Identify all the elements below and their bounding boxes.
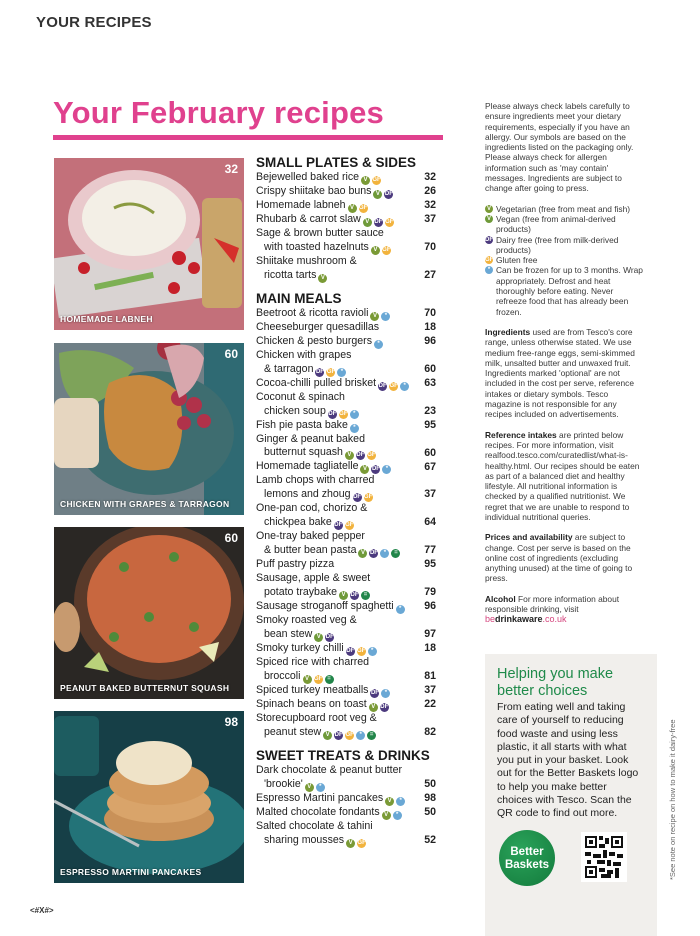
recipe-entry[interactable] bbox=[256, 391, 448, 419]
page-number: 37 bbox=[424, 488, 436, 501]
vegan-icon: V bbox=[373, 190, 382, 199]
page-number: 97 bbox=[424, 627, 436, 640]
dairy-free-icon: DF bbox=[370, 689, 379, 696]
gluten-free-icon: GF bbox=[313, 675, 323, 682]
recipe-name-cont: & tarragon bbox=[264, 362, 314, 375]
page-number: 95 bbox=[424, 418, 436, 431]
recipe-name: Fish pie pasta bake bbox=[256, 418, 348, 431]
recipe-index bbox=[256, 154, 448, 848]
section-heading-small-plates: SMALL PLATES & SIDES bbox=[256, 155, 417, 170]
page-number: 50 bbox=[424, 777, 436, 790]
legend-dairy-free: DF Dairy free (free from milk-derived products) bbox=[485, 234, 619, 255]
page-number: 37 bbox=[424, 213, 436, 226]
reference-intakes-note: Reference intakes are printed below recipes. For more information, visit realfood.tesco.com/curatedlist/what-is-healthy.html. Our recipes should be eaten as part of a balanced diet and healthy lifestyle. All nutritional information is checked by a qualified nutritionist. We regret that we are unable to respond to individual nutritional queries. bbox=[485, 429, 640, 522]
healthy-icon: = bbox=[325, 675, 334, 684]
recipe-entry[interactable] bbox=[256, 321, 448, 335]
recipe-name: Spinach beans on toast bbox=[256, 697, 367, 710]
page-number: 70 bbox=[424, 241, 436, 253]
dairy-free-icon: DF bbox=[374, 219, 383, 225]
vegetarian-icon: V bbox=[382, 811, 391, 820]
dairy-free-icon: DF bbox=[378, 382, 387, 389]
recipe-entry[interactable] bbox=[256, 460, 448, 474]
recipe-entry[interactable] bbox=[256, 712, 448, 740]
recipe-entry[interactable] bbox=[256, 433, 448, 461]
section-label: YOUR RECIPES bbox=[36, 14, 152, 31]
photo-caption: CHICKEN WITH GRAPES & TARRAGON bbox=[60, 499, 230, 509]
freezable-icon: * bbox=[381, 312, 390, 321]
labneh-image bbox=[54, 158, 244, 330]
recipe-entry[interactable] bbox=[256, 572, 448, 600]
freezable-icon: * bbox=[396, 605, 405, 614]
alcohol-note: Alcohol For more information about responsible drinking, visit bedrinkaware.co.uk bbox=[485, 593, 620, 625]
healthy-icon: = bbox=[361, 591, 370, 600]
dairy-free-icon: DF bbox=[485, 236, 493, 243]
freezable-icon: * bbox=[374, 340, 383, 349]
vegan-icon: V bbox=[339, 591, 348, 600]
title-underline bbox=[53, 135, 443, 140]
recipe-name: Salted chocolate & tahini bbox=[256, 819, 373, 832]
recipe-name: Rhubarb & carrot slaw bbox=[256, 213, 361, 225]
vegan-icon: V bbox=[323, 731, 332, 740]
recipe-entry[interactable] bbox=[256, 227, 448, 255]
recipe-name: Smoky turkey chilli bbox=[256, 641, 344, 654]
freezable-icon: * bbox=[393, 811, 402, 820]
photo-page-number: 60 bbox=[224, 347, 238, 361]
vegan-icon: V bbox=[363, 218, 372, 227]
recipe-name-cont: & butter bean pasta bbox=[264, 544, 357, 557]
freezable-icon: * bbox=[350, 410, 359, 419]
page-number: 81 bbox=[424, 669, 436, 682]
page-number: 64 bbox=[424, 516, 436, 529]
recipe-entry[interactable] bbox=[256, 377, 448, 391]
page-number: 67 bbox=[424, 460, 436, 473]
photo-homemade-labneh[interactable] bbox=[54, 158, 244, 330]
gluten-free-icon: GF bbox=[357, 839, 366, 846]
photo-caption: ESPRESSO MARTINI PANCAKES bbox=[60, 867, 202, 877]
gluten-free-icon: GF bbox=[389, 382, 398, 389]
freezable-icon: * bbox=[400, 382, 409, 391]
page-number: 79 bbox=[424, 586, 436, 599]
recipe-name: Shiitake mushroom & bbox=[256, 254, 357, 267]
recipe-name: Sausage stroganoff spaghetti bbox=[256, 599, 394, 612]
dairy-free-icon: DF bbox=[380, 703, 389, 710]
recipe-name-cont: with toasted hazelnuts bbox=[264, 240, 369, 253]
vegetarian-icon: V bbox=[369, 703, 378, 712]
vegetarian-icon: V bbox=[370, 312, 379, 321]
page-marker: <#X#> bbox=[30, 906, 54, 915]
freezable-icon: * bbox=[350, 424, 359, 433]
promo-body: From eating well and taking care of yourself to reducing food waste and using less plastic, it all starts with what you put in your basket. Look out for the Better Baskets logo to help you make better choices with Tesco. Scan the QR code to find out more. bbox=[497, 701, 639, 820]
page-number: 26 bbox=[424, 185, 436, 198]
page-number: 32 bbox=[424, 171, 436, 184]
dairy-free-icon: DF bbox=[371, 466, 380, 473]
page-number: 37 bbox=[424, 683, 436, 696]
promo-heading: Helping you make better choices bbox=[497, 666, 614, 699]
freezable-icon: * bbox=[381, 689, 390, 698]
legend-gluten-free: GF Gluten free bbox=[485, 255, 538, 266]
photo-chicken-grapes-tarragon[interactable] bbox=[54, 343, 244, 515]
recipe-entry[interactable] bbox=[256, 792, 448, 806]
legend-vegetarian: V Vegetarian (free from meat and fish) bbox=[486, 203, 631, 214]
recipe-name: Lamb chops with charred bbox=[256, 474, 375, 487]
page-number: 95 bbox=[424, 558, 436, 571]
dietary-info-column bbox=[485, 101, 645, 635]
recipe-name: Dark chocolate & peanut butter bbox=[256, 763, 403, 776]
recipe-entry[interactable] bbox=[256, 349, 448, 377]
gluten-free-icon: GF bbox=[345, 731, 354, 738]
photo-espresso-martini-pancakes[interactable] bbox=[54, 711, 244, 883]
recipe-name: Homemade tagliatelle bbox=[256, 460, 359, 473]
recipe-name: Beetroot & ricotta ravioli bbox=[256, 306, 369, 319]
legend-freezable: * Can be frozen for up to 3 months. Wrap appropriately. Defrost and heat thoroughly before eating. Never refreeze food that has already been frozen. bbox=[485, 265, 645, 316]
gluten-free-icon: GF bbox=[385, 219, 394, 225]
recipe-name-cont: ricotta tarts bbox=[264, 268, 317, 281]
recipe-entry[interactable] bbox=[256, 530, 448, 558]
page-number: 22 bbox=[424, 697, 436, 710]
recipe-name: Chicken with grapes bbox=[256, 348, 352, 361]
recipe-entry[interactable] bbox=[256, 213, 448, 227]
dairy-free-icon: DF bbox=[334, 522, 343, 529]
vegan-icon: V bbox=[314, 633, 323, 642]
recipe-name: Chicken & pesto burgers bbox=[256, 334, 373, 347]
better-baskets-logo: Better Baskets bbox=[499, 830, 555, 886]
gluten-free-icon: GF bbox=[382, 246, 391, 253]
vegetarian-icon: V bbox=[318, 274, 327, 283]
gluten-free-icon: GF bbox=[358, 205, 368, 211]
recipe-name: One-pan cod, chorizo & bbox=[256, 502, 368, 515]
vegetarian-icon: V bbox=[346, 839, 355, 848]
recipe-entry[interactable] bbox=[256, 307, 448, 321]
page-number: 63 bbox=[424, 376, 436, 389]
recipe-entry[interactable] bbox=[256, 600, 448, 614]
photo-caption: HOMEMADE LABNEH bbox=[60, 314, 153, 324]
page-number: 32 bbox=[424, 199, 436, 212]
page-number: 18 bbox=[424, 320, 436, 333]
symbol-legend bbox=[485, 204, 645, 317]
dairy-free-icon: DF bbox=[384, 191, 393, 197]
page-number: 60 bbox=[424, 446, 436, 459]
better-baskets-promo bbox=[485, 654, 657, 936]
chicken-image bbox=[54, 343, 244, 515]
gluten-free-icon: GF bbox=[345, 522, 354, 529]
gluten-free-icon: GF bbox=[326, 368, 336, 375]
photo-page-number: 32 bbox=[224, 162, 238, 176]
vegetarian-icon: V bbox=[345, 451, 354, 460]
recipe-name-cont: chickpea bake bbox=[264, 516, 332, 529]
vegan-icon: V bbox=[358, 549, 367, 558]
gluten-free-icon: GF bbox=[363, 494, 373, 501]
recipe-name: Homemade labneh bbox=[256, 199, 346, 211]
page-number: 96 bbox=[424, 334, 436, 347]
freezable-icon: * bbox=[316, 783, 325, 792]
recipe-name: Sage & brown butter sauce bbox=[256, 227, 384, 239]
vegetarian-icon: V bbox=[348, 204, 357, 213]
page-number: 50 bbox=[424, 805, 436, 818]
dairy-free-icon: DF bbox=[356, 452, 365, 459]
recipe-entry[interactable] bbox=[256, 698, 448, 712]
recipe-entry[interactable] bbox=[256, 820, 448, 848]
gluten-free-icon: GF bbox=[485, 257, 494, 264]
section-heading-sweet-treats: SWEET TREATS & DRINKS bbox=[256, 747, 430, 763]
dairy-free-icon: DF bbox=[315, 368, 324, 375]
ingredients-note: Ingredients used are from Tesco's core range, unless otherwise stated. We use medium free-range eggs, semi-skimmed milk, unsalted butter and unwaxed fruit. Ingredients marked 'optional' are not included in the cost per serve, reference intakes or dietary symbols. Tesco magazine is not responsible for any recipes included on advertisements. bbox=[485, 326, 635, 420]
recipe-entry[interactable] bbox=[256, 614, 448, 642]
recipe-name: Crispy shiitake bao buns bbox=[256, 185, 372, 197]
vegetarian-icon: V bbox=[360, 465, 369, 474]
dairy-free-footnote: *See note on recipe on how to make it dairy-free bbox=[668, 719, 677, 880]
pancakes-image bbox=[54, 711, 244, 883]
recipe-name-cont: broccoli bbox=[264, 669, 301, 682]
page-number: 23 bbox=[424, 404, 436, 417]
page-number: 98 bbox=[424, 791, 436, 804]
recipe-name: Malted chocolate fondants bbox=[256, 805, 380, 818]
page-number: 27 bbox=[424, 268, 436, 281]
recipe-name-cont: bean stew bbox=[264, 627, 313, 640]
recipe-entry[interactable] bbox=[256, 502, 448, 530]
photo-caption: PEANUT BAKED BUTTERNUT SQUASH bbox=[60, 683, 230, 693]
vegetarian-icon: V bbox=[486, 205, 491, 212]
recipe-name: Bejewelled baked rice bbox=[256, 171, 360, 183]
recipe-entry[interactable] bbox=[256, 255, 448, 283]
page-number: 77 bbox=[424, 544, 436, 557]
recipe-name-cont: lemons and zhoug bbox=[264, 488, 351, 501]
healthy-icon: = bbox=[367, 731, 376, 740]
recipe-name-cont: 'brookie' bbox=[264, 777, 303, 790]
page-number: 96 bbox=[424, 600, 436, 613]
vegetarian-icon: V bbox=[303, 675, 312, 684]
vegetarian-icon: V bbox=[385, 797, 394, 806]
dairy-free-icon: DF bbox=[325, 633, 334, 640]
freezable-icon: * bbox=[337, 368, 346, 377]
recipe-entry[interactable] bbox=[256, 806, 448, 820]
page-number: 52 bbox=[424, 833, 436, 846]
recipe-entry[interactable] bbox=[256, 558, 448, 572]
recipe-entry[interactable] bbox=[256, 199, 448, 213]
drinkaware-link[interactable]: bedrinkaware.co.uk bbox=[485, 614, 567, 625]
healthy-icon: = bbox=[391, 549, 400, 558]
recipe-name-cont: chicken soup bbox=[264, 404, 326, 417]
photo-page-number: 60 bbox=[224, 531, 238, 545]
vegetarian-icon: V bbox=[361, 176, 370, 185]
recipe-name: Storecupboard root veg & bbox=[256, 711, 377, 724]
page-number: 18 bbox=[424, 641, 436, 654]
legend-vegan: V Vegan (free from animal-derived products) bbox=[486, 213, 616, 235]
recipe-name-cont: potato traybake bbox=[264, 585, 338, 598]
gluten-free-icon: GF bbox=[372, 177, 381, 183]
recipe-entry[interactable] bbox=[256, 419, 448, 433]
recipe-name: Cocoa-chilli pulled brisket bbox=[256, 376, 377, 389]
page-number: 82 bbox=[424, 725, 436, 738]
photo-page-number: 98 bbox=[224, 715, 238, 729]
recipe-name: Smoky roasted veg & bbox=[256, 613, 357, 626]
photo-peanut-baked-butternut-squash[interactable] bbox=[54, 527, 244, 699]
recipe-entry[interactable] bbox=[256, 185, 448, 199]
freezable-icon: * bbox=[368, 647, 377, 656]
qr-code-icon bbox=[585, 836, 623, 878]
recipe-name: Spiced turkey meatballs bbox=[256, 683, 369, 696]
recipe-entry[interactable] bbox=[256, 474, 448, 502]
dairy-free-icon: DF bbox=[328, 410, 337, 417]
recipe-entry[interactable] bbox=[256, 684, 448, 698]
qr-code[interactable] bbox=[581, 832, 627, 882]
section-heading-main-meals: MAIN MEALS bbox=[256, 290, 342, 306]
recipe-entry[interactable] bbox=[256, 642, 448, 656]
recipe-entry[interactable] bbox=[256, 171, 448, 185]
recipe-name: Ginger & peanut baked bbox=[256, 432, 365, 445]
page-title: Your February recipes bbox=[53, 95, 384, 130]
gluten-free-icon: GF bbox=[367, 452, 376, 459]
recipe-name-cont: butternut squash bbox=[264, 446, 343, 459]
recipe-name: Coconut & spinach bbox=[256, 390, 345, 403]
vegetarian-icon: V bbox=[371, 246, 380, 255]
recipe-name-cont: sharing mousses bbox=[264, 833, 345, 846]
dairy-free-icon: DF bbox=[353, 494, 362, 501]
dairy-free-icon: DF bbox=[350, 591, 359, 598]
vegetarian-icon: V bbox=[305, 783, 314, 792]
freezable-icon: * bbox=[485, 266, 493, 274]
recipe-name: Spiced rice with charred bbox=[256, 655, 370, 668]
allergy-notice: Please always check labels carefully to ensure ingredients meet your dietary requirements, especially if you have an allergy. Our symbols are based on the ingredients listed on the packaging only. Please always check for allergen information such as 'may contain' messages. Ingredients are subject to change after going to press. bbox=[485, 101, 634, 194]
recipe-name: Espresso Martini pancakes bbox=[256, 791, 384, 804]
recipe-entry[interactable] bbox=[256, 764, 448, 792]
dairy-free-icon: DF bbox=[346, 647, 355, 654]
recipe-name-cont: peanut stew bbox=[264, 725, 322, 738]
freezable-icon: * bbox=[382, 465, 391, 474]
page-number: 70 bbox=[424, 306, 436, 319]
recipe-entry[interactable] bbox=[256, 656, 448, 684]
freezable-icon: * bbox=[396, 797, 405, 806]
recipe-entry[interactable] bbox=[256, 335, 448, 349]
page-number: 60 bbox=[424, 362, 436, 375]
prices-note: Prices and availability are subject to change. Cost per serve is based on the online cost of ingredients (excluding anything unused) at the time of going to press. bbox=[485, 532, 633, 584]
recipe-name: Puff pastry pizza bbox=[256, 558, 335, 571]
squash-image bbox=[54, 527, 244, 699]
recipe-name: Sausage, apple & sweet bbox=[256, 572, 371, 585]
recipe-name: Cheeseburger quesadillas bbox=[256, 320, 380, 333]
freezable-icon: * bbox=[380, 549, 389, 558]
gluten-free-icon: GF bbox=[357, 647, 366, 654]
dairy-free-icon: DF bbox=[369, 550, 378, 557]
recipe-name: One-tray baked pepper bbox=[256, 530, 365, 543]
dairy-free-icon: DF bbox=[334, 731, 343, 738]
gluten-free-icon: GF bbox=[339, 410, 348, 417]
freezable-icon: * bbox=[356, 731, 365, 740]
vegan-icon: V bbox=[486, 215, 491, 222]
